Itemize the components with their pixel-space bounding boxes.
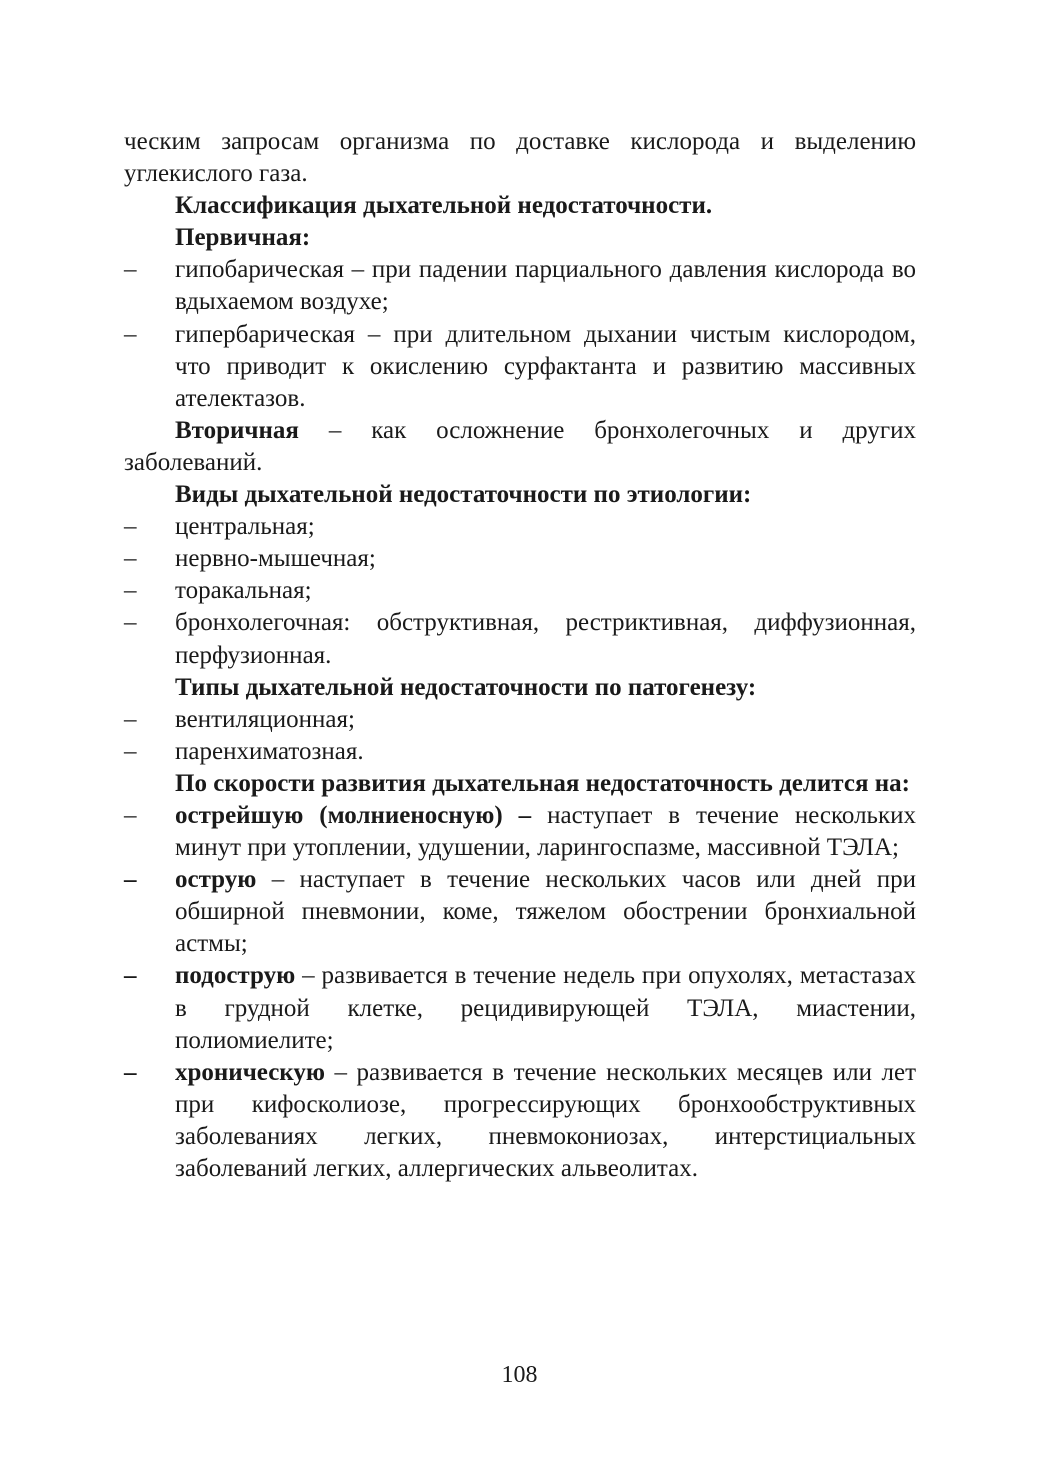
secondary-text: – как осложнение бронхолегочных и других заболеваний. — [124, 416, 916, 476]
list-item-term: острую — [175, 866, 257, 894]
list-item-term: подострую — [175, 962, 296, 990]
list-dash: – — [124, 256, 137, 284]
list-dash: – — [124, 577, 137, 605]
list-item-text: гипобарическая – при падении парциального давления кислорода во вдыхаемом воздухе; — [175, 256, 916, 316]
list-item — [124, 575, 916, 607]
list-item-text: торакальная; — [175, 577, 312, 605]
list-item — [124, 736, 916, 768]
list-dash: – — [124, 320, 137, 348]
list-dash: – — [124, 513, 137, 541]
list-item-text: вентиляционная; — [175, 705, 355, 733]
heading-speed: По скорости развития дыхательная недостаточность делится на: — [175, 769, 910, 797]
primary-list — [124, 254, 916, 414]
list-item-text: гипербарическая – при длительном дыхании чистым кислородом, что приводит к окислению сурфактанта и развитию массивных ателектазов. — [175, 320, 916, 412]
etiology-list — [124, 511, 916, 671]
list-item-text: паренхиматозная. — [175, 737, 364, 765]
list-dash: – — [124, 705, 137, 733]
secondary-term: Вторичная — [175, 416, 299, 444]
paragraph-continuation: ческим запросам организма по доставке кислорода и выделению углекислого газа. — [124, 128, 916, 188]
list-item-term: острейшую (молниеносную) – — [175, 801, 532, 829]
page-body — [124, 126, 916, 1185]
list-item — [124, 543, 916, 575]
heading-pathogenesis: Типы дыхательной недостаточности по патогенезу: — [175, 673, 757, 701]
list-item — [124, 319, 916, 415]
list-item-term: хроническую — [175, 1058, 325, 1086]
speed-list — [124, 800, 916, 1185]
list-dash: – — [124, 1058, 137, 1086]
list-item — [124, 704, 916, 736]
list-item-text: наступает в течение нескольких минут при утоплении, удушении, ларингоспазме, массивной ТЭЛА; — [175, 801, 916, 862]
list-item-text: центральная; — [175, 513, 315, 541]
list-dash: – — [124, 545, 137, 573]
pathogenesis-list — [124, 704, 916, 768]
heading-classification: Классификация дыхательной недостаточности. — [175, 192, 713, 220]
list-item — [124, 960, 916, 1056]
list-item-text: нервно-мышечная; — [175, 545, 376, 573]
list-dash: – — [124, 801, 137, 829]
list-item — [124, 864, 916, 960]
list-dash: – — [124, 962, 137, 990]
list-dash: – — [124, 866, 137, 894]
page-number: 108 — [501, 1362, 538, 1388]
list-item — [124, 254, 916, 318]
list-item-text: – развивается в течение нескольких месяцев или лет при кифосколиозе, прогрессирующих бронхообструктивных заболеваниях легких, пневмокониозах, интерстициальных заболеваний легких, аллергических альвеолитах. — [175, 1058, 916, 1182]
list-dash: – — [124, 737, 137, 765]
list-item — [124, 511, 916, 543]
list-item — [124, 607, 916, 671]
list-item-text: – наступает в течение нескольких часов или дней при обширной пневмонии, коме, тяжелом обострении бронхиальной астмы; — [175, 866, 916, 958]
list-dash: – — [124, 609, 137, 637]
list-item-text: бронхолегочная: обструктивная, рестриктивная, диффузионная, перфузионная. — [175, 609, 916, 669]
heading-primary: Первичная: — [175, 224, 311, 252]
list-item — [124, 800, 916, 864]
list-item — [124, 1057, 916, 1185]
paragraph-secondary — [124, 415, 916, 479]
list-item-text: – развивается в течение недель при опухолях, метастазах в грудной клетке, рецидивирующей ТЭЛА, миастении, полиомиелите; — [175, 962, 916, 1054]
heading-etiology: Виды дыхательной недостаточности по этиологии: — [175, 481, 752, 509]
